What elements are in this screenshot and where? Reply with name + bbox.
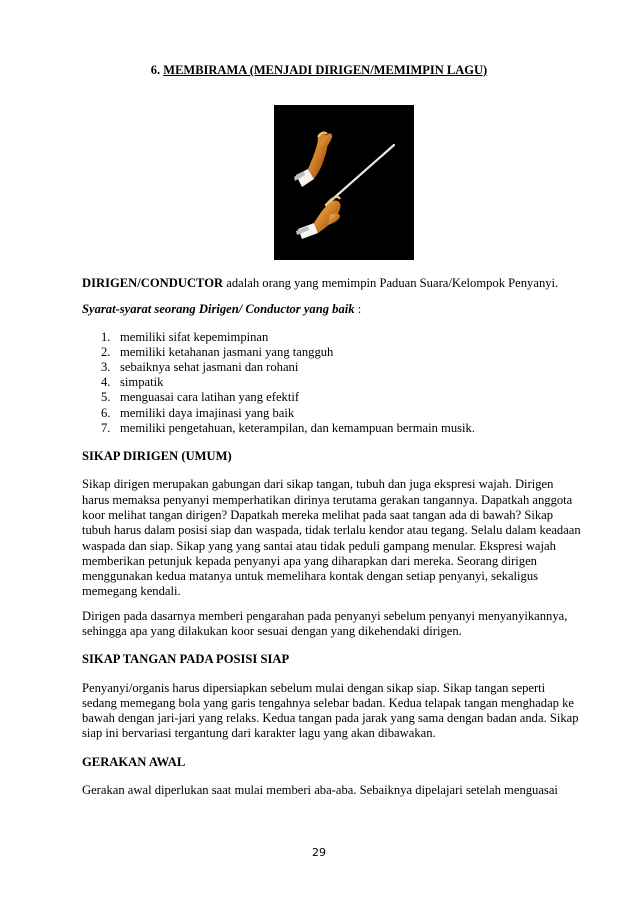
list-item-number: 4. xyxy=(101,375,111,390)
page-title xyxy=(0,63,638,78)
section-heading-sikap-tangan: SIKAP TANGAN PADA POSISI SIAP xyxy=(82,652,290,667)
page-content xyxy=(82,276,582,798)
list-item-number: 6. xyxy=(101,405,111,420)
title-text: MEMBIRAMA (MENJADI DIRIGEN/MEMIMPIN LAGU) xyxy=(163,63,488,77)
list-item-text: sebaiknya sehat jasmani dan rohani xyxy=(120,360,299,374)
conductor-hands-baton-icon xyxy=(274,105,414,260)
list-item xyxy=(82,360,582,375)
list-item-text: memiliki sifat kepemimpinan xyxy=(120,329,269,344)
page-number: 29 xyxy=(312,846,326,859)
list-item-text: memiliki pengetahuan, keterampilan, dan kemampuan bermain musik. xyxy=(120,420,475,435)
list-item xyxy=(82,421,582,436)
section-paragraph: Sikap dirigen merupakan gabungan dari sikap tangan, tubuh dan juga ekspresi wajah. Dirigen harus memaksa penyanyi memperhatikan dirinya terutama gerakan tangannya. Dapatkah anggota koor melihat tangan dirigen? Dapatkah mereka melihat pada saat tangan ada di bawah? Sikap tubuh harus dalam posisi siap dan waspada, tidak terlalu kendor atau tegang. Selalu dalam keadaan waspada dan siap. Sikap yang yang santai atau tidak peduli gampang menular. Ekspresi wajah memberikan petunjuk kepada penyanyi apa yang diharapkan dari mereka. Seorang dirigen menggunakan kedua matanya untuk memelihara kontak dengan setiap penyanyi, sekaligus memegang kendali. xyxy=(82,477,581,599)
section-paragraph: Penyanyi/organis harus dipersiapkan sebelum mulai dengan sikap siap. Sikap tangan seperti sedang memegang bola yang garis tengahnya selebar badan. Kedua telapak tangan menghadap ke bawah dengan jari-jari yang relaks. Kedua tangan pada jarak yang sama dengan badan anda. Sikap siap ini bervariasi tergantung dari karakter lagu yang akan dibawakan. xyxy=(82,680,579,741)
definition-paragraph xyxy=(82,276,582,291)
requirements-heading-suffix: : xyxy=(354,302,362,317)
conductor-image xyxy=(274,105,414,260)
list-item xyxy=(82,345,582,360)
list-item-number: 7. xyxy=(101,420,111,435)
list-item-text: simpatik xyxy=(120,375,164,390)
list-item xyxy=(82,390,582,405)
list-item-text: memiliki ketahanan jasmani yang tangguh xyxy=(120,344,334,359)
list-item xyxy=(82,406,582,421)
list-item-number: 1. xyxy=(101,329,111,344)
section-heading-sikap-umum: SIKAP DIRIGEN (UMUM) xyxy=(82,449,232,464)
list-item-number: 3. xyxy=(101,360,111,374)
requirements-list xyxy=(82,330,582,436)
section-heading-gerakan-awal: GERAKAN AWAL xyxy=(82,754,186,769)
definition-text: adalah orang yang memimpin Paduan Suara/Kelompok Penyanyi. xyxy=(223,276,559,290)
section-paragraph: Dirigen pada dasarnya memberi pengarahan pada penyanyi sebelum penyanyi menyanyikannya, sehingga apa yang dilakukan koor sesuai dengan yang dikehendaki dirigen. xyxy=(82,608,568,638)
list-item-text: menguasai cara latihan yang efektif xyxy=(120,390,300,405)
requirements-heading xyxy=(82,302,582,317)
list-item-text: memiliki daya imajinasi yang baik xyxy=(120,405,295,420)
requirements-heading-text: Syarat-syarat seorang Dirigen/ Conductor yang baik xyxy=(82,302,355,317)
list-item xyxy=(82,375,582,390)
list-item-number: 5. xyxy=(101,390,111,405)
definition-term: DIRIGEN/CONDUCTOR xyxy=(82,276,224,290)
title-number: 6. xyxy=(150,63,161,77)
section-paragraph: Gerakan awal diperlukan saat mulai memberi aba-aba. Sebaiknya dipelajari setelah menguasai xyxy=(82,783,558,798)
list-item-number: 2. xyxy=(101,344,111,359)
list-item xyxy=(82,330,582,345)
